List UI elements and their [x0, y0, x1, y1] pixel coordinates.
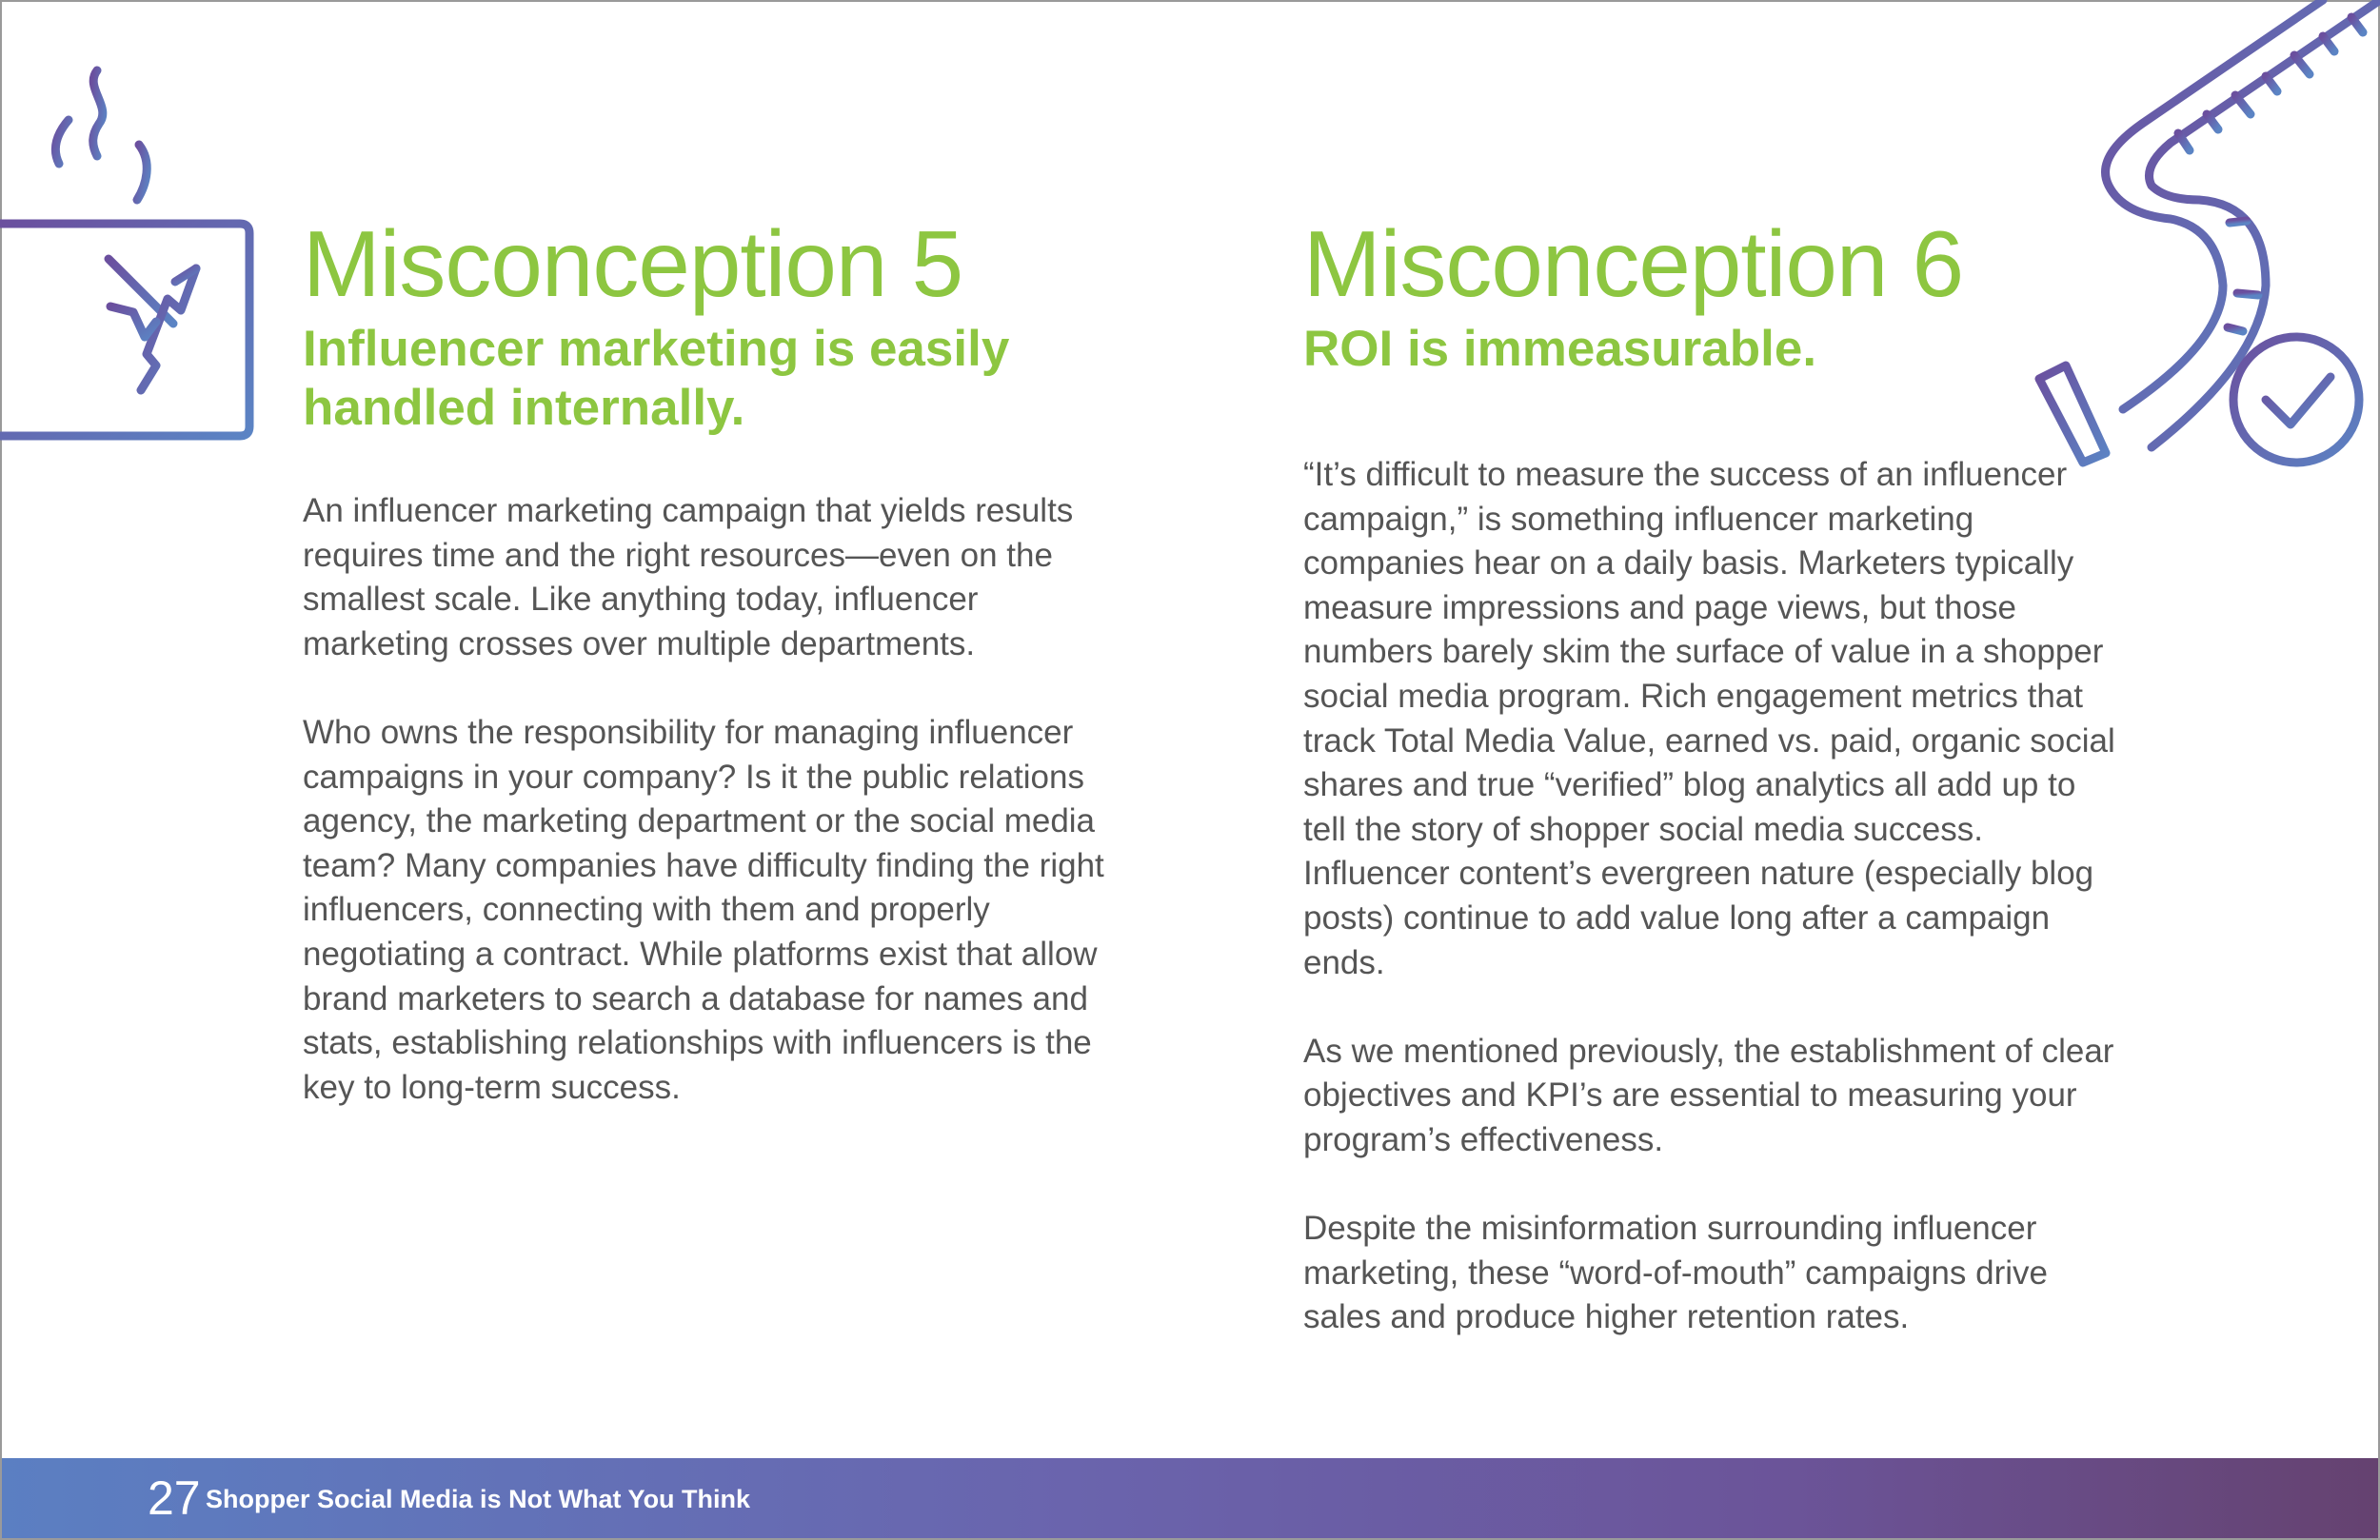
- misconception-6-paragraph-2: As we mentioned previously, the establishment of clear objectives and KPI’s are essential to measuring your program’s effectiveness.: [1303, 1032, 2114, 1158]
- misconception-5-column: [303, 211, 1121, 1110]
- document-title: Shopper Social Media is Not What You Think: [206, 1485, 751, 1513]
- misconception-5-paragraph-2: Who owns the responsibility for managing influencer campaigns in your company? Is it the public relations agency, the marketing department or the social media team? Many companies have difficulty finding the right influencers, connecting with them and properly negotiating a contract. While platforms exist that allow brand marketers to search a database for names and stats, establishing relationships with influencers is the key to long-term success.: [303, 713, 1104, 1106]
- footer-bar: [2, 1458, 2378, 1538]
- broken-monitor-icon: [0, 57, 267, 485]
- page-number: 27: [148, 1471, 201, 1525]
- misconception-5-subtitle: [303, 320, 1121, 438]
- misconception-5-title: Misconception 5: [303, 211, 963, 316]
- misconception-6-paragraph-3: Despite the misinformation surrounding influencer marketing, these “word-of-mouth” campaigns drive sales and produce higher retention rates.: [1303, 1210, 2048, 1336]
- misconception-5-subtitle-line1: Influencer marketing is easily: [303, 321, 1010, 377]
- misconception-6-paragraph-1: “It’s difficult to measure the success of an influencer campaign,” is something influencer marketing companies hear on a daily basis. Marketers typically measure impressions and page views, but those numbers barely skim the surface of value in a shopper social media program. Rich engagement metrics that track Total Media Value, earned vs. paid, organic social shares and true “verified” blog analytics all add up to tell the story of shopper social media success. Influencer content’s evergreen nature (especially blog posts) continue to add value long after a campaign ends.: [1303, 456, 2115, 981]
- misconception-5-paragraph-1: An influencer marketing campaign that yields results requires time and the right resources—even on the smallest scale. Like anything today, influencer marketing crosses over multiple departments.: [303, 492, 1074, 662]
- misconception-6-subtitle: ROI is immeasurable.: [1303, 321, 1817, 377]
- misconception-5-subtitle-line2: handled internally.: [303, 380, 745, 436]
- misconception-6-column: [1303, 211, 2122, 1340]
- misconception-6-title: Misconception 6: [1303, 211, 1964, 316]
